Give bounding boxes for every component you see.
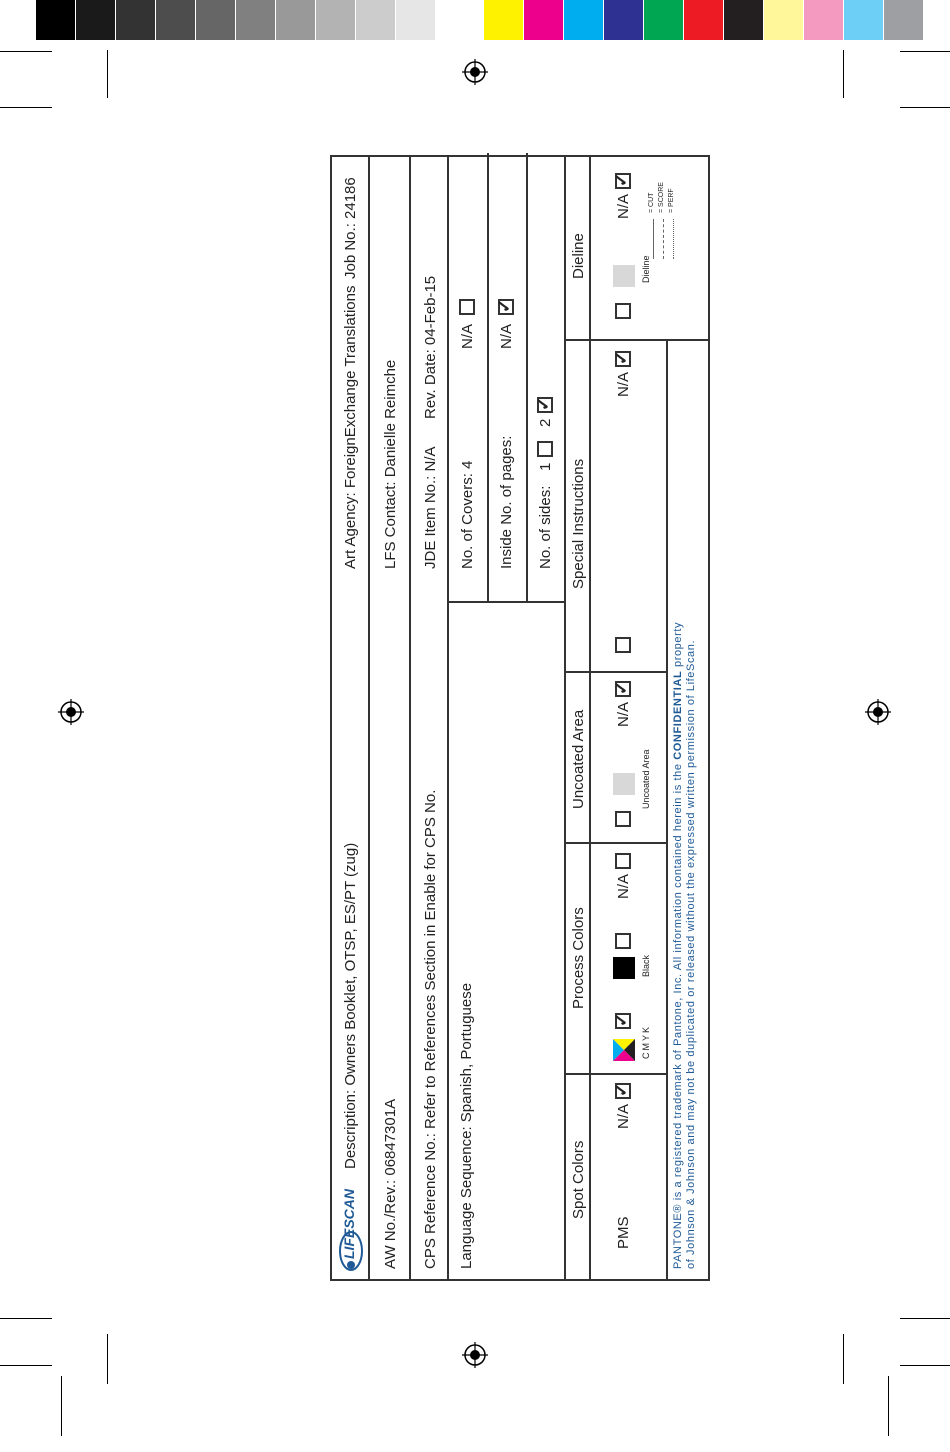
cmyk-swatch-icon (613, 1039, 635, 1061)
artwork-spec-sheet (330, 155, 710, 1281)
color-swatch (564, 0, 604, 40)
crop-mark (107, 1334, 108, 1384)
gray-swatch (76, 0, 116, 40)
header-row (332, 157, 370, 1279)
crop-mark (900, 1318, 950, 1319)
uncoated-swatch (613, 773, 635, 795)
cmyk-caption: CMYK (641, 1024, 651, 1059)
lfs-contact: LFS Contact: Danielle Reimche (382, 359, 399, 569)
dieline-header: Dieline (570, 233, 587, 279)
logo-text: LIFESCAN (341, 1189, 357, 1259)
language-block (449, 157, 566, 1279)
pages-label: Inside No. of pages: (498, 435, 515, 569)
registration-mark-icon (462, 1342, 488, 1368)
spot-na-label: N/A (615, 1103, 632, 1129)
color-swatch (644, 0, 684, 40)
language-sequence: Language Sequence: Spanish, Portuguese (458, 982, 475, 1269)
gray-swatch (196, 0, 236, 40)
color-swatch (884, 0, 924, 40)
crop-mark (843, 50, 844, 98)
gray-swatch (356, 0, 396, 40)
legend-score: = SCORE (658, 182, 665, 213)
aw-number: AW No./Rev.: 06847301A (382, 1098, 399, 1269)
color-swatch (764, 0, 804, 40)
crop-mark (0, 1365, 52, 1366)
registration-mark-icon (58, 699, 84, 725)
crop-mark (0, 1318, 52, 1319)
color-detail-row (591, 157, 675, 1279)
crop-mark (107, 50, 108, 98)
color-swatch (844, 0, 884, 40)
crop-mark (888, 1376, 889, 1436)
sides-option-1-checkbox[interactable] (537, 441, 553, 457)
gray-swatch (276, 0, 316, 40)
registration-mark-icon (462, 59, 488, 85)
dieline-checkbox[interactable] (615, 303, 631, 319)
pms-label: PMS (615, 1216, 632, 1249)
spot-na-checkbox[interactable] (615, 1083, 631, 1099)
uncoated-caption: Uncoated Area (641, 749, 651, 809)
covers-na-checkbox[interactable] (459, 299, 475, 315)
legend-perf: = PERF (668, 188, 675, 213)
process-na-checkbox[interactable] (615, 853, 631, 869)
color-swatch (804, 0, 844, 40)
job-number: Job No.: 24186 (342, 177, 359, 279)
pages-na-label: N/A (498, 323, 515, 349)
gray-swatch (156, 0, 196, 40)
gray-swatch (116, 0, 156, 40)
crop-mark (61, 1376, 62, 1436)
cps-reference: CPS Reference No.: Refer to References Section in Enable for CPS No. (422, 789, 439, 1269)
art-agency: Art Agency: ForeignExchange Translations (342, 285, 359, 569)
process-colors-header: Process Colors (570, 907, 587, 1009)
color-swatch (604, 0, 644, 40)
crop-mark (900, 107, 950, 108)
gray-swatch (436, 0, 476, 40)
legend-cut: = CUT (648, 192, 655, 213)
special-na-checkbox[interactable] (615, 351, 631, 367)
gray-swatch (36, 0, 76, 40)
legal-notice (672, 622, 698, 1269)
crop-mark (900, 1365, 950, 1366)
gray-color-bar (36, 0, 476, 44)
dieline-caption: Dieline (641, 255, 651, 283)
sides-option-1-label: 1 (537, 462, 554, 471)
sides-label: No. of sides: (537, 485, 554, 569)
gray-swatch (396, 0, 436, 40)
sides-option-2-label: 2 (537, 418, 554, 427)
covers-na-label: N/A (459, 323, 476, 349)
spot-colors-header: Spot Colors (570, 1140, 587, 1219)
rev-date: Rev. Date: 04-Feb-15 (422, 275, 439, 419)
special-na-label: N/A (615, 371, 632, 397)
aw-row (370, 157, 411, 1279)
dieline-swatch (613, 265, 635, 287)
legal-line1-c: property (672, 621, 684, 671)
special-instructions-checkbox[interactable] (615, 637, 631, 653)
crop-mark (843, 1334, 844, 1384)
legal-line2: of Johnson & Johnson and may not be duplicated or released without the expressed written permission of LifeScan. (685, 639, 697, 1269)
color-swatch (524, 0, 564, 40)
black-checkbox[interactable] (615, 933, 631, 949)
description: Description: Owners Booklet, OTSP, ES/PT (zug) (342, 842, 359, 1169)
dieline-na-checkbox[interactable] (615, 173, 631, 189)
covers-label: No. of Covers: 4 (459, 460, 476, 569)
process-color-bar (484, 0, 924, 44)
registration-mark-icon (865, 699, 891, 725)
color-swatch (484, 0, 524, 40)
legal-line1-a: PANTONE® is a registered trademark of Pantone, Inc. All information contained herein is the (672, 759, 684, 1269)
crop-mark (0, 51, 52, 52)
sides-option-2-checkbox[interactable] (537, 397, 553, 413)
uncoated-na-checkbox[interactable] (615, 681, 631, 697)
special-instructions-header: Special Instructions (570, 458, 587, 589)
black-caption: Black (641, 954, 651, 977)
crop-mark (0, 107, 52, 108)
section-header-row (566, 157, 591, 1279)
color-swatch (724, 0, 764, 40)
legal-confidential: CONFIDENTIAL (672, 670, 684, 760)
color-swatch (684, 0, 724, 40)
cps-row (411, 157, 449, 1279)
uncoated-area-header: Uncoated Area (570, 709, 587, 809)
uncoated-checkbox[interactable] (615, 811, 631, 827)
dieline-na-label: N/A (615, 193, 632, 219)
uncoated-na-label: N/A (615, 701, 632, 727)
cmyk-checkbox[interactable] (615, 1013, 631, 1029)
gray-swatch (316, 0, 356, 40)
black-swatch (613, 957, 635, 979)
pages-na-checkbox[interactable] (498, 299, 514, 315)
crop-mark (900, 51, 950, 52)
process-na-label: N/A (615, 873, 632, 899)
jde-item: JDE Item No.: N/A (422, 446, 439, 569)
gray-swatch (236, 0, 276, 40)
